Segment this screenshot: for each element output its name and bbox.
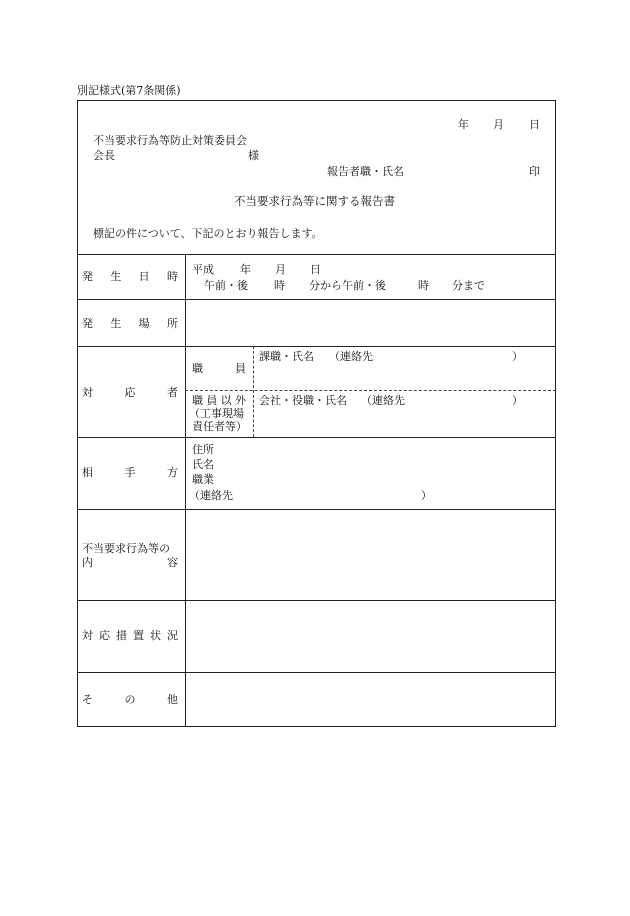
label-column-divider bbox=[185, 254, 186, 727]
date-month: 月 bbox=[493, 118, 504, 131]
datetime-until: 分まで bbox=[452, 279, 485, 292]
addressee-chair: 会長 bbox=[93, 149, 115, 162]
responder-other-label-line2: （工事現場 bbox=[189, 407, 244, 420]
label-measures: 対 応 措 置 状 況 bbox=[82, 629, 178, 642]
row-divider bbox=[77, 437, 556, 438]
datetime-month: 月 bbox=[275, 263, 286, 276]
responder-other-label-line3: 責任者等） bbox=[192, 420, 247, 433]
staff-contact-label: （連絡先 bbox=[329, 350, 373, 363]
row-divider bbox=[77, 254, 556, 255]
form-reference: 別記様式(第7条関係) bbox=[77, 84, 181, 97]
reporter-label: 報告者職・氏名 bbox=[327, 165, 404, 178]
responder-dashed-divider bbox=[253, 346, 254, 437]
datetime-from: 分から午前・後 bbox=[309, 279, 386, 292]
date-year: 年 bbox=[458, 118, 469, 131]
counterpart-occupation: 職業 bbox=[192, 473, 214, 486]
counterpart-contact-close: ） bbox=[421, 489, 432, 502]
counterpart-contact-label: （連絡先 bbox=[189, 489, 233, 502]
staff-dept-name-label: 課職・氏名 bbox=[259, 350, 314, 363]
row-divider bbox=[77, 509, 556, 510]
row-divider bbox=[77, 600, 556, 601]
label-responder: 対 応 者 bbox=[82, 386, 178, 399]
datetime-year: 年 bbox=[240, 263, 251, 276]
label-content-line1: 不当要求行為等の bbox=[82, 542, 170, 555]
label-other: そ の 他 bbox=[82, 693, 178, 706]
row-divider bbox=[77, 299, 556, 300]
document-title: 不当要求行為等に関する報告書 bbox=[234, 194, 395, 208]
responder-dashed-divider bbox=[185, 390, 556, 391]
datetime-day: 日 bbox=[310, 263, 321, 276]
intro-text: 標記の件について、下記のとおり報告します。 bbox=[93, 227, 323, 240]
row-divider bbox=[77, 672, 556, 673]
label-counterpart: 相 手 方 bbox=[82, 466, 178, 479]
staff-contact-close: ） bbox=[512, 350, 523, 363]
addressee-honorific: 様 bbox=[248, 149, 259, 162]
seal-mark: 印 bbox=[529, 165, 540, 178]
counterpart-name: 氏名 bbox=[192, 458, 214, 471]
label-place: 発 生 場 所 bbox=[82, 317, 178, 330]
row-divider bbox=[77, 346, 556, 347]
other-contact-label: （連絡先 bbox=[361, 394, 405, 407]
responder-other-label: 職 員 以 外 bbox=[192, 394, 246, 407]
datetime-era: 平成 bbox=[192, 263, 214, 276]
datetime-start-hour: 時 bbox=[274, 279, 285, 292]
label-datetime: 発 生 日 時 bbox=[82, 270, 178, 283]
counterpart-address: 住所 bbox=[192, 443, 214, 456]
date-day: 日 bbox=[529, 118, 540, 131]
other-contact-close: ） bbox=[512, 394, 523, 407]
other-company-name-label: 会社・役職・氏名 bbox=[259, 394, 347, 407]
addressee-committee: 不当要求行為等防止対策委員会 bbox=[93, 134, 247, 147]
datetime-end-hour: 時 bbox=[418, 279, 429, 292]
label-content-line2: 内 容 bbox=[82, 556, 178, 569]
responder-staff-label: 職 員 bbox=[192, 362, 246, 375]
datetime-start-ampm: 午前・後 bbox=[204, 279, 248, 292]
